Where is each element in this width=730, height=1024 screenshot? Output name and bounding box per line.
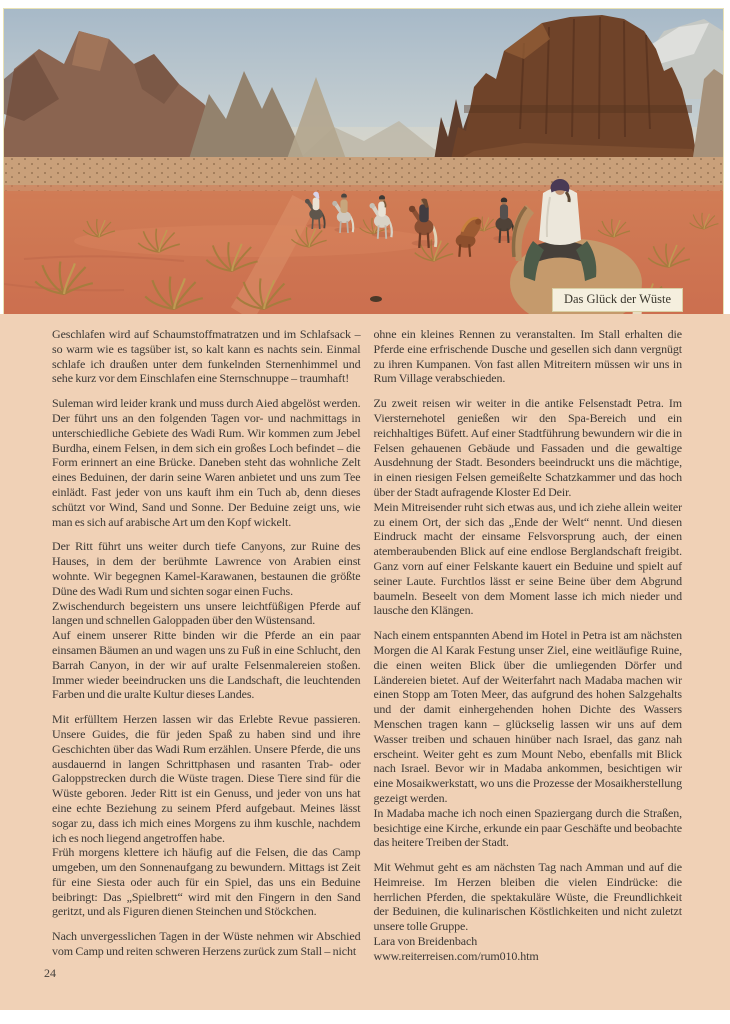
- article-url: www.reiterreisen.com/rum010.htm: [373, 948, 539, 963]
- page-number: 24: [44, 966, 56, 980]
- hero-photo: [3, 8, 724, 315]
- paragraph: Mit Wehmut geht es am nächsten Tag nach Amman und auf die Heimreise. Im Herzen bleiben die vielen Eindrücke: die herrlichen Pferden, die spektakuläre Wüste, die Freundlichkeit der Beduinen, die kulinarischen Köstlichkeiten und nicht zuletzt unsere tolle Gruppe.: [373, 860, 682, 934]
- paragraph: Früh morgens klettere ich häufig auf die Felsen, die das Camp umgeben, um den Sonnenaufgang zu bewundern. Mittags ist Zeit für eine Siesta oder auch für ein Spiel, das uns ein Beduine beibringt: Das „Spielbrett“ wird mit den Fingern in den Sand geritzt, und als Figuren dienen Steinchen und Stöckchen.: [52, 845, 361, 919]
- paragraph: Mit erfülltem Herzen lassen wir das Erlebte Revue passieren. Unsere Guides, die für jeden Spaß zu haben sind und ihre Geschichten über das Wadi Rum erzählen. Unsere Pferde, die uns ausdauernd in langen Schrittphasen und rasanten Trab- oder Galoppstrecken durch die Wüste tragen. Diese Tiere sind für die Wüste geboren. Jeder Ritt ist ein Genuss, und jeder von uns hat eine echte Beziehung zu seinem Pferd aufgebaut. Meines lässt sogar zu, dass ich mich eines Morgens zu ihm kuschle, nachdem ich es noch liegend angetroffen habe.: [52, 712, 361, 845]
- photo-caption: Das Glück der Wüste: [552, 288, 683, 312]
- paragraph: Zwischendurch begeistern uns unsere leichtfüßigen Pferde auf langen und schnellen Galoppaden über den Wüstensand.: [52, 598, 361, 628]
- byline: Lara von Breidenbach: [373, 934, 478, 949]
- article-column-left: [52, 327, 361, 1010]
- article-column-right: [374, 327, 683, 1010]
- paragraph: Zu zweit reisen wir weiter in die antike Felsenstadt Petra. Im Viersternehotel genießen wir den Spa-Bereich und ein reichhaltiges Büfett. Auf einer Stadtführung bewundern wir die in Felsen gehauenen Gebäude und Fassaden und die gewaltige Ausdehnung der Stadt. Besonders beeindruckt uns die mächtige, in einen riesigen Felsen gemeißelte Schatzkammer und das hoch über der Stadt aufragende Kloster Ed Deir.: [373, 396, 682, 499]
- paragraph: Auf einem unserer Ritte binden wir die Pferde an ein paar einsamen Bäumen an und wagen uns zu Fuß in eine Schlucht, den Barrah Canyon, in der wir auf uralte Felsenmalereien stoßen. Immer wieder beeindrucken uns die Landschaft, die leuchtenden Farben und die uralte Kultur dieses Landes.: [52, 628, 361, 702]
- paragraph: Geschlafen wird auf Schaumstoffmatratzen und im Schlafsack – so warm wie es tagsüber ist, so kalt kann es nachts sein. Einmal schlafe ich draußen unter dem funkelnden Sternenhimmel und sehe kurz vor dem Einschlafen eine Sternschnuppe – traumhaft!: [52, 327, 361, 386]
- paragraph: In Madaba mache ich noch einen Spaziergang durch die Straßen, besichtige eine Kirche, erkunde ein paar Geschäfte und beobachte das heitere Treiben der Stadt.: [373, 805, 682, 850]
- desert-ride-illustration: [4, 9, 723, 314]
- paragraph: Der Ritt führt uns weiter durch tiefe Canyons, zur Ruine des Hauses, in dem der berühmte Lawrence von Arabien einst wohnte. Wir begegnen Kamel-Karawanen, bestaunen die größte Düne des Wadi Rum und sichten sogar einen Fuchs.: [52, 539, 361, 598]
- paragraph: ohne ein kleines Rennen zu veranstalten. Im Stall erhalten die Pferde eine erfrischende Dusche und gesellen sich dann vergnügt zu ihren Kumpanen. Von fast allen Mitreitern müssen wir uns in Rum Village verabschieden.: [373, 327, 682, 386]
- paragraph: Suleman wird leider krank und muss durch Aied abgelöst werden. Der führt uns an den folgenden Tagen vor- und nachmittags in unterschiedliche Gebiete des Wadi Rum. Wir kommen zum Jebel Burdha, einem Felsen, in dem sich ein großes Loch befindet – die Form erinnert an eine Brücke. Daneben steht das wohnliche Zelt eines Beduinen, der darin seine Waren anbietet und uns zum Tee einlädt. Fast jeder von uns kauft ihm ein Tuch ab, denn dieses schützt vor Wind, Sand und Sonne. Der Beduine zeigt uns, wie man es sich auf arabische Art um den Kopf wickelt.: [52, 396, 361, 529]
- paragraph: Mein Mitreisender ruht sich etwas aus, und ich ziehe allein weiter zu einem Ort, der sich das „Ende der Welt“ nennt. Und diesen Eindruck macht der einsame Felsvorsprung auch, der einen atemberaubenden Blick auf eine endlose Berglandschaft freigibt. Ganz vorn auf einer Felskante kauert ein Beduine und spielt auf seiner Laute. Furchtlos lässt er seine Beine über dem Abgrund baumeln. Beseelt von dem Moment lasse ich mich nieder und lausche den Klängen.: [373, 499, 682, 618]
- article-body: [0, 314, 730, 1010]
- paragraph: Nach unvergesslichen Tagen in der Wüste nehmen wir Abschied vom Camp und reiten schweren Herzens zurück zum Stall – nicht: [52, 929, 361, 959]
- paragraph: Nach einem entspannten Abend im Hotel in Petra ist am nächsten Morgen die Al Karak Festung unser Ziel, eine weitläufige Ruine, die einen weiten Blick über die umliegenden Dörfer und Ländereien bietet. Auf der Weiterfahrt nach Madaba machen wir einen Stopp am Toten Meer, das aufgrund des hohen Salzgehalts und der damit einhergehenden hohen Dichte des Wassers Menschen tragen kann – glückselig lassen wir uns auf dem Wasser treiben und schauen hinüber nach Israel, das ganz nah erscheint. Weiter geht es zum Mount Nebo, ebenfalls mit Blick nach Israel. Bevor wir in Madaba ankommen, besichtigen wir eine Mosaikwerkstatt, wo uns die Prozesse der Mosaikherstellung gezeigt werden.: [373, 628, 682, 805]
